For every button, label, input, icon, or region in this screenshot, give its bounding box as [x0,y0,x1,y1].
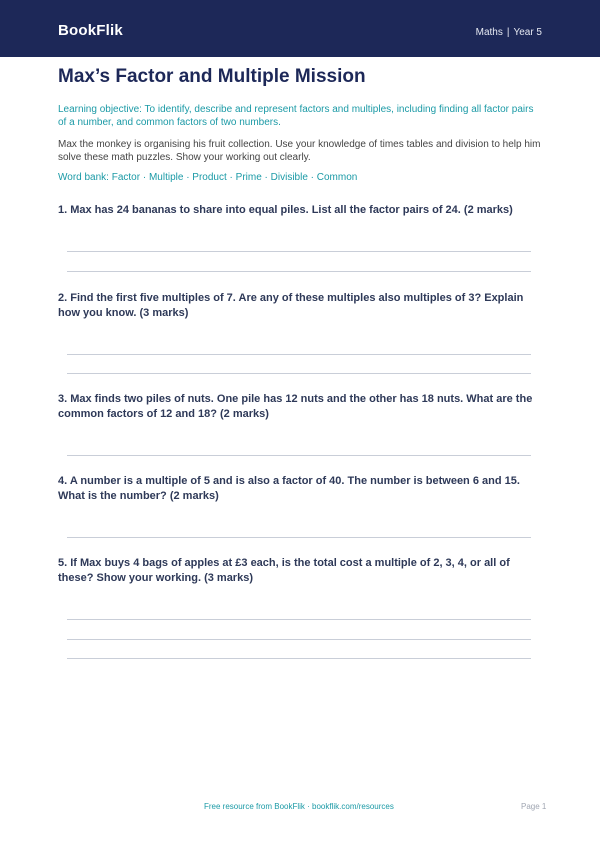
intro-paragraph: Max the monkey is organising his fruit collection. Use your knowledge of times tables and division to help him solve these math puzzles. Show your working out clearly. [58,139,541,163]
footer-resource-link[interactable]: Free resource from BookFlik · bookflik.com/resources [204,802,394,811]
question-3: 3. Max finds two piles of nuts. One pile has 12 nuts and the other has 18 nuts. What are the common factors of 12 and 18? (2 marks) [58,393,533,420]
answer-line[interactable] [67,271,531,272]
subject-label: Maths [475,27,503,38]
subject-year-label [476,27,542,38]
answer-line[interactable] [67,639,531,640]
answer-line[interactable] [67,537,531,538]
question-5: 5. If Max buys 4 bags of apples at £3 each, is the total cost a multiple of 2, 3, 4, or all of these? Show your working. (3 marks) [58,557,510,584]
question-1: 1. Max has 24 bananas to share into equal piles. List all the factor pairs of 24. (2 marks) [58,204,513,216]
word-bank: Word bank: Factor · Multiple · Product · Prime · Divisible · Common [58,172,358,183]
page-number: Page 1 [521,802,547,811]
question-4: 4. A number is a multiple of 5 and is also a factor of 40. The number is between 6 and 15. What is the number? (2 marks) [58,475,520,502]
answer-line[interactable] [67,658,531,659]
answer-line[interactable] [67,455,531,456]
brand-logo-text[interactable]: BookFlik [58,22,123,39]
answer-line[interactable] [67,373,531,374]
answer-line[interactable] [67,251,531,252]
meta-separator: | [506,27,510,38]
question-2: 2. Find the first five multiples of 7. Are any of these multiples also multiples of 3? Explain how you know. (3 marks) [58,292,524,319]
answer-line[interactable] [67,619,531,620]
worksheet-title: Max’s Factor and Multiple Mission [58,66,366,87]
answer-line[interactable] [67,354,531,355]
learning-objective: Learning objective: To identify, describe and represent factors and multiples, including finding all factor pairs of a number, and common factors of two numbers. [58,104,534,128]
page-header [0,0,600,57]
year-label: Year 5 [513,27,542,38]
